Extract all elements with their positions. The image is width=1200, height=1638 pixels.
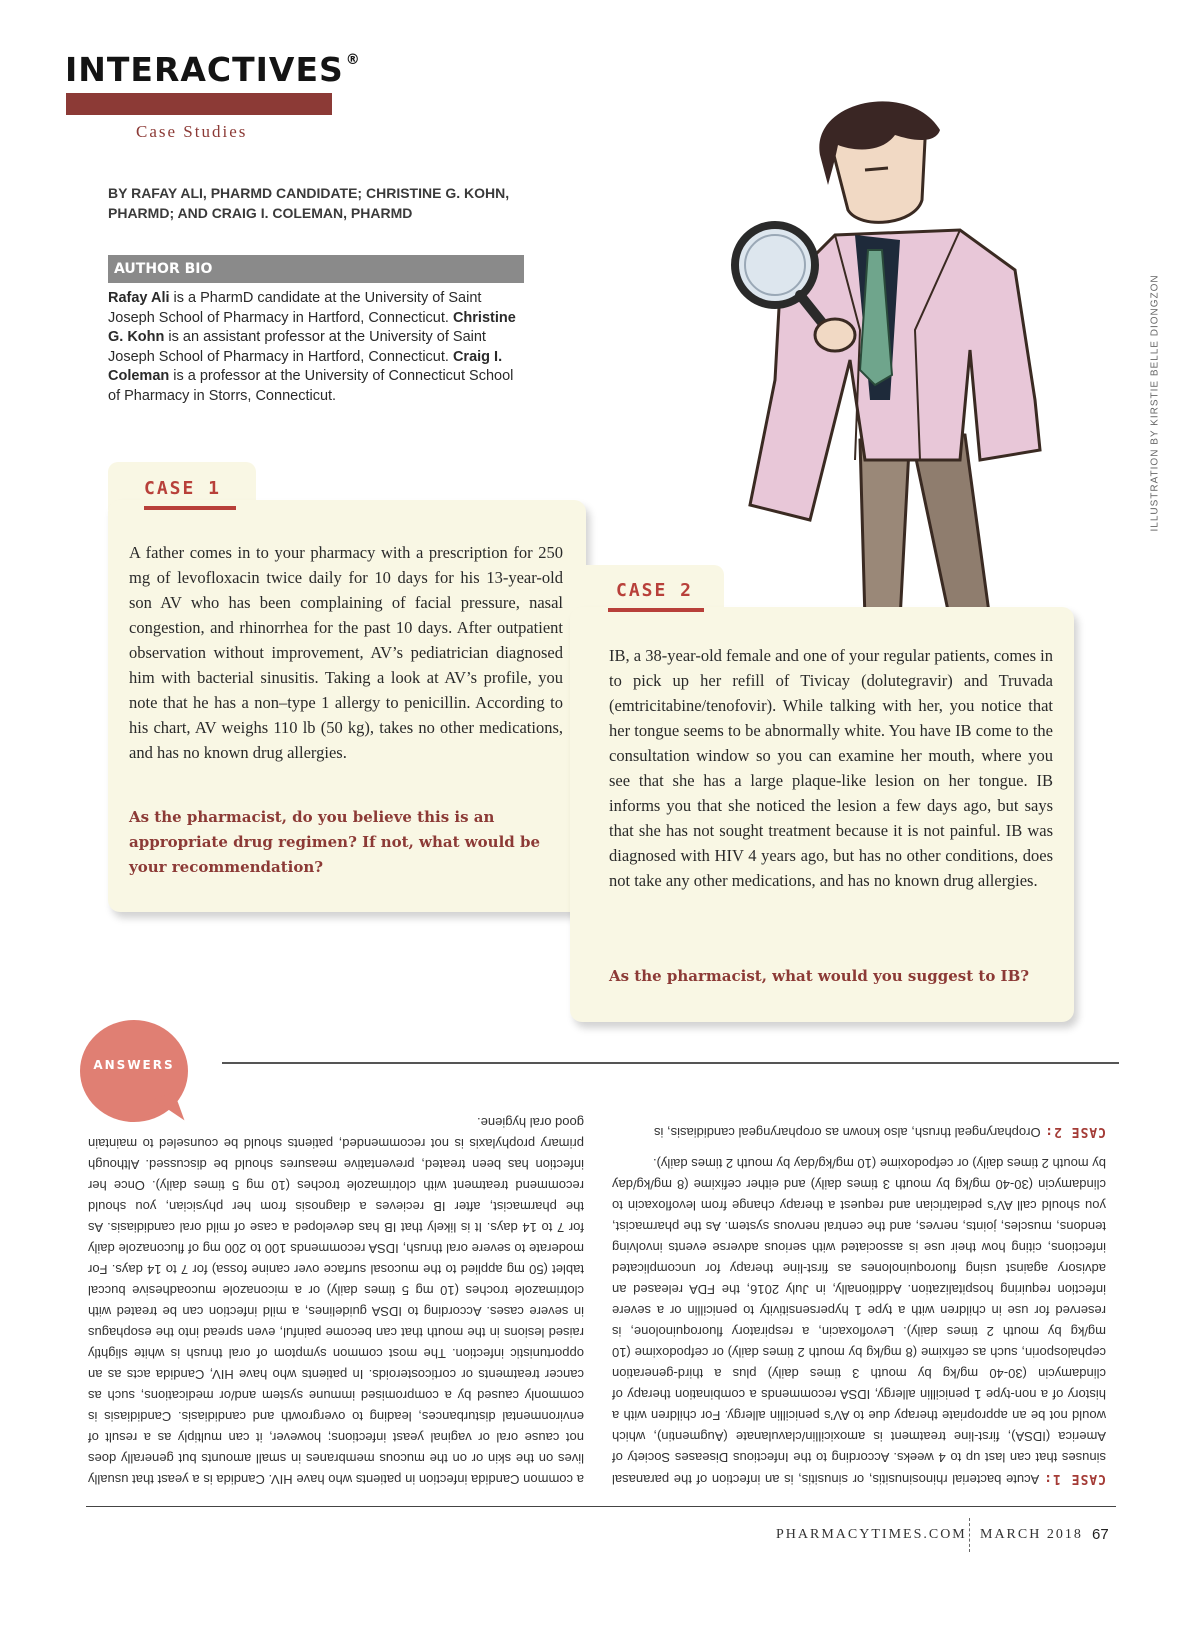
case2-question: As the pharmacist, what would you suggest to IB? bbox=[609, 967, 1030, 985]
footer-date: MARCH 2018 bbox=[980, 1527, 1083, 1542]
answer-case2-start bbox=[612, 1121, 1106, 1143]
author-bio-header: AUTHOR BIO bbox=[108, 255, 524, 283]
answer-case2-text-start: Oropharyngeal thrush, also known as oropharyngeal candidiasis, is bbox=[653, 1125, 1045, 1140]
answer-case2-label: CASE 2: bbox=[1044, 1124, 1106, 1139]
answer-case1-text: Acute bacterial rhinosinusitis, or sinusitis, is an infection of the paranasal sinuses that can last up to 4 weeks. According to the Infectious Diseases Society of America (IDSA), first-line treatment is amoxicillin/clavulanate (Augmentin), which would not be an appropriate therapy due to AV’s penicillin allergy. For children with a history of a non-type 1 penicillin allergy, IDSA recommends a combination therapy of clindamycin (30-40 mg/kg by mouth 3 times daily) plus a third-generation cephalosporin, such as cefixime (8 mg/kg by mouth 2 times daily) or cefpodoxime (10 mg/kg by mouth 2 times daily). Levofloxacin, a respiratory fluoroquinolone, is reserved for use in children with a type 1 hypersensitivity to penicillin or a severe infection requiring hospitalization. Additionally, in July 2016, the FDA released an advisory against using fluoroquinolones as first-line therapy for uncomplicated infections, citing how their use is associated with serious adverse events involving tendons, muscles, joints, nerves, and the central nervous system. As the pharmacist, you should call AV’s pediatrician and request a therapy change from levofloxacin to clindamycin (30-40 mg/kg by mouth 3 times daily) and either cefixime (8 mg/kg/day by mouth 2 times daily) or cefpodoxime (10 mg/kg/day by mouth 2 times daily). bbox=[612, 1156, 1106, 1487]
case1-underline bbox=[144, 506, 236, 510]
footer-separator bbox=[969, 1518, 970, 1552]
author-description: is a professor at the University of Connecticut School of Pharmacy in Storrs, Connecticut. bbox=[108, 368, 514, 404]
answer-case1 bbox=[612, 1153, 1106, 1490]
answers-label: ANSWERS bbox=[93, 1058, 175, 1072]
case2-underline bbox=[608, 608, 704, 612]
footer-rule bbox=[86, 1506, 1116, 1507]
case1-question: As the pharmacist, do you believe this is an appropriate drug regimen? If not, what would be your recommendation? bbox=[129, 808, 541, 876]
section-label: Case Studies bbox=[136, 122, 248, 141]
answers-right-column bbox=[612, 1085, 1106, 1490]
case2-body: IB, a 38-year-old female and one of your regular patients, comes in to pick up her refill of Tivicay (dolutegravir) and Truvada (emtricitabine/tenofovir). While talking with her, you notice that her tongue seems to be abnormally white. You have IB come to the consultation window so you can examine her mouth, where you see that she has a large plaque-like lesion on her tongue. IB informs you that she noticed the lesion a few days ago, but says that she has not sought treatment because it is not painful. IB was diagnosed with HIV 4 years ago, but has no other conditions, does not take any other medications, and has no known drug allergies. bbox=[609, 646, 1053, 890]
byline: BY RAFAY ALI, PHARMD CANDIDATE; CHRISTINE G. KOHN, PHARMD; AND CRAIG I. COLEMAN, PHARMD bbox=[108, 185, 510, 221]
author-description: is an assistant professor at the University of Saint Joseph School of Pharmacy in Hartford, Connecticut. bbox=[108, 329, 486, 365]
magazine-logo bbox=[65, 50, 361, 89]
page-number: 67 bbox=[1092, 1526, 1109, 1543]
case2-title: CASE 2 bbox=[616, 580, 694, 601]
case1-title: CASE 1 bbox=[144, 478, 222, 499]
author-description: is a PharmD candidate at the University of Saint Joseph School of Pharmacy in Hartford, Connecticut. bbox=[108, 290, 482, 326]
answers-left-column bbox=[88, 1085, 584, 1490]
illustration-credit: ILLUSTRATION BY KIRSTIE BELLE DIONGZON bbox=[1149, 274, 1161, 532]
case1-body: A father comes in to your pharmacy with a prescription for 250 mg of levofloxacin twice daily for 10 days for his 13-year-old son AV who has been complaining of facial pressure, nasal congestion, and rhinorrhea for the past 10 days. After outpatient observation without improvement, AV’s pediatrician diagnosed him with bacterial sinusitis. Taking a look at AV’s profile, you note that he has a non–type 1 allergy to penicillin. According to his chart, AV weighs 110 lb (50 kg), takes no other medications, and has no known drug allergies. bbox=[129, 543, 563, 762]
pharmacist-detective-illustration bbox=[660, 100, 1130, 620]
author-name: Craig I. Coleman bbox=[108, 348, 503, 384]
author-bio-text bbox=[108, 289, 528, 406]
registered-mark: ® bbox=[345, 52, 361, 68]
author-name: Rafay Ali bbox=[108, 290, 170, 306]
logo-bar bbox=[66, 93, 332, 115]
answers-divider bbox=[222, 1062, 1119, 1064]
answer-case1-label: CASE 1: bbox=[1043, 1471, 1106, 1486]
answer-case2-continued: a common Candida infection in patients who have HIV. Candida is a yeast that usually lives on the skin or on the mucous membranes in small amounts but generally does not cause oral or vaginal yeast infections; however, it can multiply as a result of environmental disturbances, leading to overgrowth and candidiasis. Candidiasis is commonly caused by a compromised immune system and/or medications, such as cancer treatments or corticosteroids. In patients who have HIV, Candida acts as an opportunistic infection. The most common symptom of oral thrush is white slightly raised lesions in the mouth that can become painful, even spread into the esophagus in severe cases. According to IDSA guidelines, a mild infection can be treated with clotrimazole troches (10 mg 5 times daily) or a miconazole mucoadhesive buccal tablet (50 mg applied to the mucosal surface over canine fossa) for 7 to 14 days. For moderate to severe oral thrush, IDSA recommends 100 to 200 mg of fluconazole daily for 7 to 14 days. It is likely that IB has developed a case of mild oral candidiasis. As the pharmacist, after IB recieves a diagnosis from her physician, you should recommend treatment with clotrimazole troches (10 mg 5 times daily). Once her infection has been treated, preventative measures should be discussed. Although primary prophylaxis is not recommended, patients should be counseled to maintain good oral hygiene. bbox=[88, 1115, 584, 1487]
logo-text: INTERACTIVES bbox=[65, 50, 344, 89]
footer-site: PHARMACYTIMES.COM bbox=[776, 1527, 967, 1542]
author-name: Christine G. Kohn bbox=[108, 309, 516, 345]
